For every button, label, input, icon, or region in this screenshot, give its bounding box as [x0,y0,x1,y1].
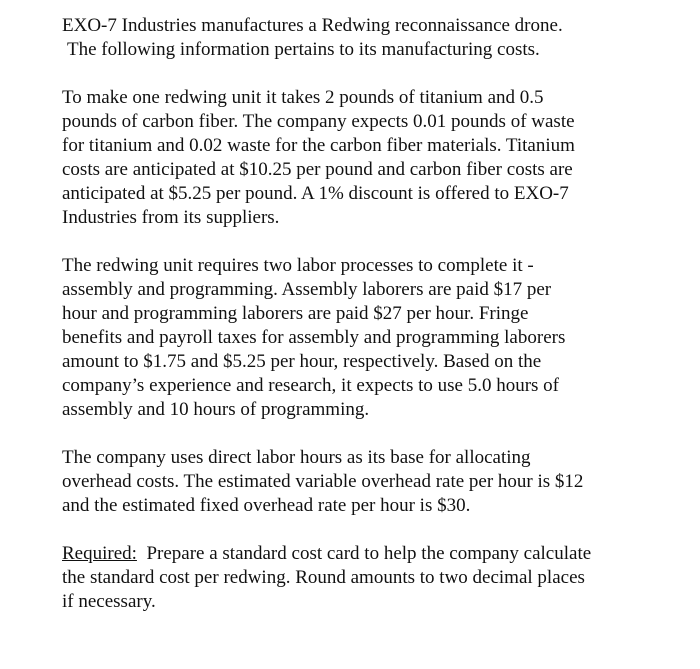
materials-line: To make one redwing unit it takes 2 pounds of titanium and 0.5 [62,87,544,108]
labor-line: company’s experience and research, it expects to use 5.0 hours of [62,375,559,396]
labor-paragraph [62,254,674,422]
required-label: Required: [62,543,137,564]
problem-document [62,14,674,638]
labor-line: benefits and payroll taxes for assembly and programming laborers [62,327,566,348]
required-line [62,542,674,566]
labor-line: assembly and 10 hours of programming. [62,399,370,420]
labor-line: hour and programming laborers are paid $27 per hour. Fringe [62,303,529,324]
materials-line: anticipated at $5.25 per pound. A 1% discount is offered to EXO-7 [62,183,569,204]
materials-paragraph [62,86,674,230]
intro-paragraph [62,14,674,62]
required-line: if necessary. [62,591,156,612]
overhead-line: overhead costs. The estimated variable overhead rate per hour is $12 [62,471,584,492]
labor-line: The redwing unit requires two labor processes to complete it - [62,255,534,276]
materials-line: pounds of carbon fiber. The company expects 0.01 pounds of waste [62,111,575,132]
required-paragraph [62,542,674,614]
intro-line: The following information pertains to its manufacturing costs. [67,39,540,60]
intro-line: EXO-7 Industries manufactures a Redwing reconnaissance drone. [62,15,563,36]
overhead-line: The company uses direct labor hours as its base for allocating [62,447,531,468]
materials-line: Industries from its suppliers. [62,207,280,228]
labor-line: amount to $1.75 and $5.25 per hour, respectively. Based on the [62,351,542,372]
materials-line: costs are anticipated at $10.25 per pound and carbon fiber costs are [62,159,573,180]
labor-line: assembly and programming. Assembly laborers are paid $17 per [62,279,552,300]
overhead-paragraph [62,446,674,518]
required-text: Prepare a standard cost card to help the company calculate [136,543,592,564]
required-line: the standard cost per redwing. Round amounts to two decimal places [62,567,585,588]
overhead-line: and the estimated fixed overhead rate per hour is $30. [62,495,471,516]
materials-line: for titanium and 0.02 waste for the carbon fiber materials. Titanium [62,135,575,156]
